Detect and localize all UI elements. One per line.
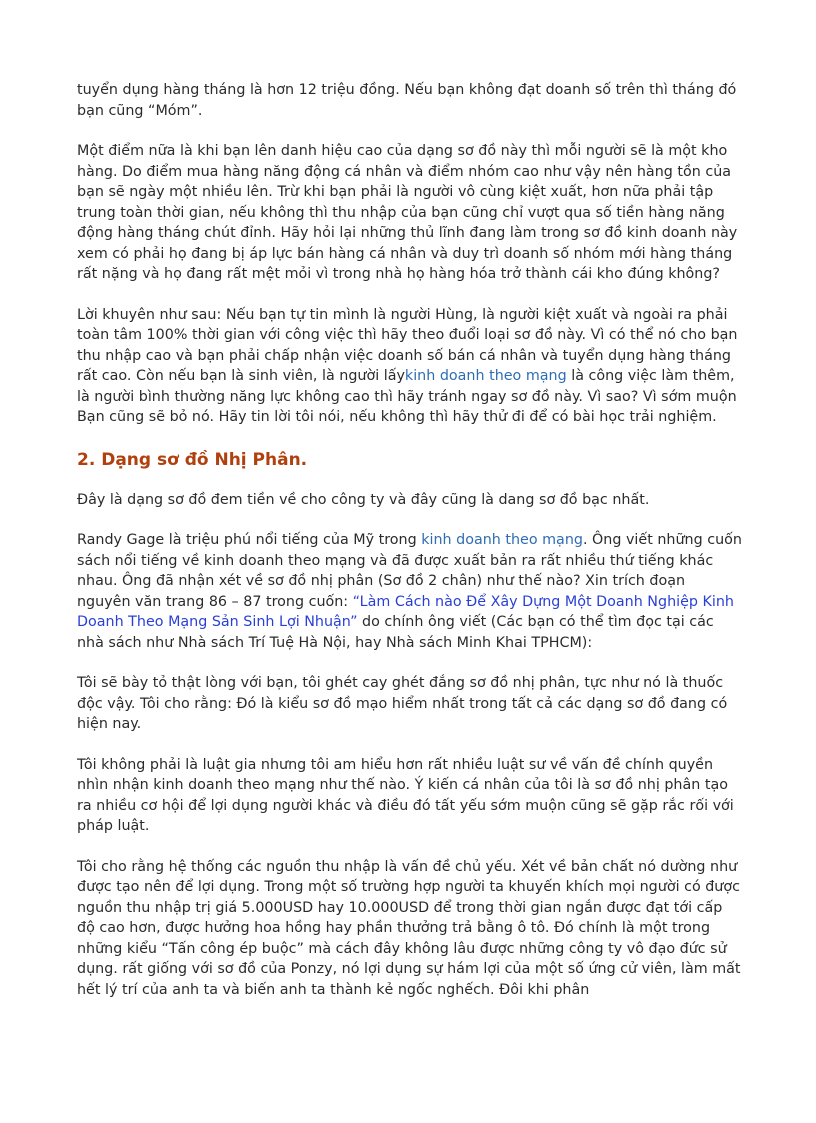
paragraph-7-text: Tôi không phải là luật gia nhưng tôi am hiểu hơn rất nhiều luật sư về vấn đề chính quyền nhìn nhận kinh doanh theo mạng như thế nào. Ý kiến cá nhân của tôi là sơ đồ nhị phân tạo ra nhiều cơ hội để lợi dụng người khác và điều đó tất yếu sớm muộn cũng sẽ gặp rắc rối với pháp luật.	[77, 756, 734, 834]
paragraph-5	[77, 530, 743, 653]
document-page	[77, 80, 743, 1020]
paragraph-6-text: Tôi sẽ bày tỏ thật lòng với bạn, tôi ghét cay ghét đắng sơ đồ nhị phân, tực như nó là thuốc độc vậy. Tôi cho rằng: Đó là kiểu sơ đồ mạo hiểm nhất trong tất cả các dạng sơ đồ đang có hiện nay.	[77, 675, 728, 732]
mlm-link-2[interactable]: kinh doanh theo mạng	[421, 532, 583, 548]
book-title-quote: “Làm Cách nào Để Xây Dựng Một Doanh Nghiệp Kinh Doanh Theo Mạng Sản Sinh Lợi Nhuận”	[77, 593, 734, 630]
section-heading-binary: 2. Dạng sơ đồ Nhị Phân.	[77, 449, 308, 470]
paragraph-1-text: tuyển dụng hàng tháng là hơn 12 triệu đồng. Nếu bạn không đạt doanh số trên thì tháng đó bạn cũng “Móm”.	[77, 82, 737, 119]
mlm-link-1[interactable]: kinh doanh theo mạng	[404, 368, 567, 384]
paragraph-8	[77, 857, 743, 1001]
paragraph-5-text-before: Randy Gage là triệu phú nổi tiếng của Mỹ trong	[77, 532, 422, 548]
paragraph-1	[77, 80, 743, 121]
paragraph-2	[77, 141, 743, 285]
paragraph-3-text-after: là công việc làm thêm, là người bình thường năng lực không cao thì hãy tránh ngay sơ đồ này. Vì sao? Vì sớm muộn Bạn cũng sẽ bỏ nó. Hãy tin lời tôi nói, nếu không thì hãy thử đi để có bài học trải nghiệm.	[77, 368, 737, 425]
paragraph-4	[77, 490, 743, 511]
paragraph-8-text: Tôi cho rằng hệ thống các nguồn thu nhập là vấn đề chủ yếu. Xét về bản chất nó dường như được tạo nên để lợi dụng. Trong một số trường hợp người ta khuyến khích mọi người có được nguồn thu nhập trị giá 5.000USD hay 10.000USD để trong thời gian ngắn được đạt tới cấp độ cao hơn, được hưởng hoa hồng hay phần thưởng trả bằng ô tô. Đó chính là một trong những kiểu “Tấn công ép buộc” mà cách đây không lâu được những công ty vô đạo đức sử dụng. rất giống với sơ đồ của Ponzy, nó lợi dụng sự hám lợi của một số ứng cử viên, làm mất hết lý trí của anh ta và biến anh ta thành kẻ ngốc nghếch. Đôi khi phân	[77, 858, 741, 998]
paragraph-3	[77, 305, 743, 428]
paragraph-5-text-middle: . Ông viết những cuốn sách nổi tiếng về kinh doanh theo mạng và đã được xuất bản ra rất nhiều thứ tiếng khác nhau. Ông đã nhận xét về sơ đồ nhị phân (Sơ đồ 2 chân) như thế nào? Xin trích đoạn nguyên văn trang 86 – 87 trong cuốn:	[77, 532, 742, 610]
paragraph-7	[77, 755, 743, 837]
paragraph-2-text: Một điểm nữa là khi bạn lên danh hiệu cao của dạng sơ đồ này thì mỗi người sẽ là một kho hàng. Do điểm mua hàng năng động cá nhân và điểm nhóm cao như vậy nên hàng tồn của bạn sẽ ngày một nhiều lên. Trừ khi bạn phải là người vô cùng kiệt xuất, hơn nữa phải tập trung toàn thời gian, nếu không thì thu nhập của bạn cũng chỉ vượt qua số tiền hàng năng động hàng tháng chút đỉnh. Hãy hỏi lại những thủ lĩnh đang làm trong sơ đồ kinh doanh này xem có phải họ đang bị áp lực bán hàng cá nhân và duy trì doanh số nhóm mới hàng tháng rất nặng và họ đang rất mệt mỏi vì trong nhà họ hàng hóa trở thành cái kho đúng không?	[77, 143, 738, 282]
paragraph-3-text-before: Lời khuyên như sau: Nếu bạn tự tin mình là người Hùng, là người kiệt xuất và ngoài ra phải toàn tâm 100% thời gian với công việc thì hãy theo đuổi loại sơ đồ này. Vì có thể nó cho bạn thu nhập cao và bạn phải chấp nhận việc doanh số bán cá nhân và tuyển dụng hàng tháng rất cao. Còn nếu bạn là sinh viên, là người lấy	[77, 306, 738, 384]
paragraph-5-text-after: do chính ông viết (Các bạn có thể tìm đọc tại các nhà sách như Nhà sách Trí Tuệ Hà Nội, hay Nhà sách Minh Khai TPHCM):	[77, 614, 714, 651]
paragraph-6	[77, 673, 743, 735]
paragraph-4-text: Đây là dạng sơ đồ đem tiền về cho công ty và đây cũng là dang sơ đồ bạc nhất.	[77, 491, 650, 508]
